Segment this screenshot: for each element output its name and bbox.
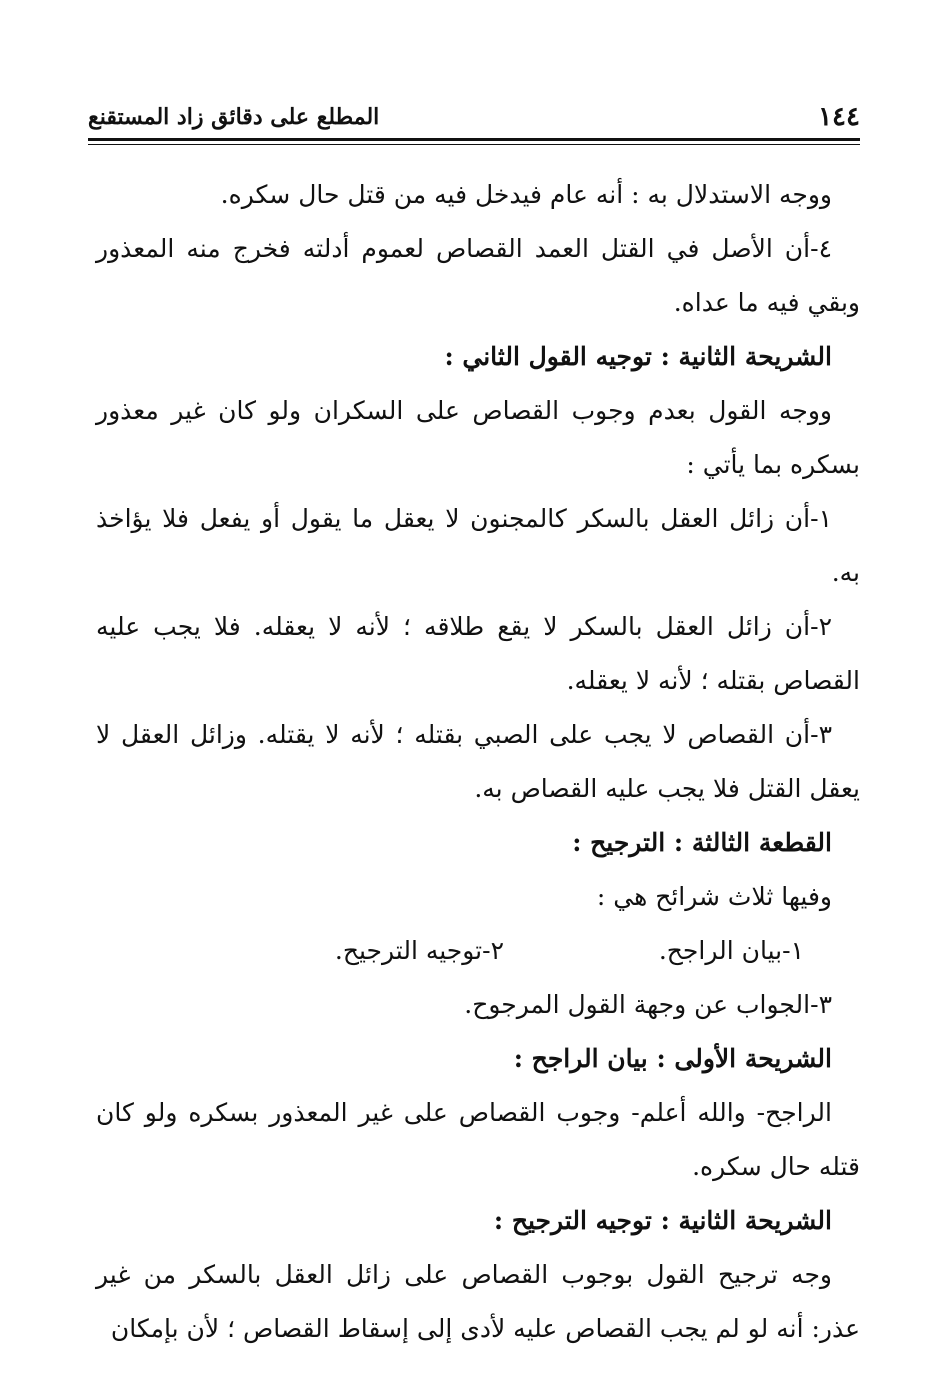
- list-item: ١-بيان الراجح.: [658, 936, 804, 965]
- paragraph: ووجه الاستدلال به : أنه عام فيدخل فيه من قتل حال سكره.: [220, 180, 832, 209]
- paragraph: ووجه القول بعدم وجوب القصاص على السكران ولو كان غير معذور بسكره بما يأتي :: [96, 396, 860, 479]
- paragraph: ٤-أن الأصل في القتل العمد القصاص لعموم أدلته فخرج منه المعذور وبقي فيه ما عداه.: [96, 234, 860, 317]
- section-heading: الشريحة الثانية : توجيه القول الثاني :: [444, 342, 832, 371]
- header-rule-thick: [88, 138, 860, 141]
- paragraph: وجه ترجيح القول بوجوب القصاص على زائل العقل بالسكر من غير عذر: أنه لو لم يجب القصاص عليه لأدى إلى إسقاط القصاص ؛ لأن بإمكان: [96, 1260, 860, 1343]
- page-body: [96, 168, 860, 1356]
- two-column-list: [96, 924, 860, 978]
- section-heading: القطعة الثالثة : الترجيح :: [572, 828, 832, 857]
- list-item: ٢-أن زائل العقل بالسكر لا يقع طلاقه ؛ لأنه لا يعقله. فلا يجب عليه القصاص بقتله ؛ لأنه لا يعقله.: [96, 612, 860, 695]
- paragraph: وفيها ثلاث شرائح هي :: [596, 882, 832, 911]
- list-item: ١-أن زائل العقل بالسكر كالمجنون لا يعقل ما يقول أو يفعل فلا يؤاخذ به.: [96, 504, 860, 587]
- paragraph: الراجح- والله أعلم- وجوب القصاص على غير المعذور بسكره ولو كان قتله حال سكره.: [96, 1098, 860, 1181]
- page-number: ١٤٤: [818, 102, 860, 132]
- list-item: ٣-الجواب عن وجهة القول المرجوح.: [464, 990, 832, 1019]
- page-header: [88, 100, 860, 140]
- section-heading: الشريحة الأولى : بيان الراجح :: [513, 1044, 832, 1073]
- running-title: المطلع على دقائق زاد المستقنع: [88, 104, 380, 130]
- section-heading: الشريحة الثانية : توجيه الترجيح :: [493, 1206, 832, 1235]
- list-item: ٣-أن القصاص لا يجب على الصبي بقتله ؛ لأنه لا يقتله. وزائل العقل لا يعقل القتل فلا يجب عليه القصاص به.: [96, 720, 860, 803]
- list-item: ٢-توجيه الترجيح.: [334, 936, 504, 965]
- header-rule-thin: [88, 144, 860, 145]
